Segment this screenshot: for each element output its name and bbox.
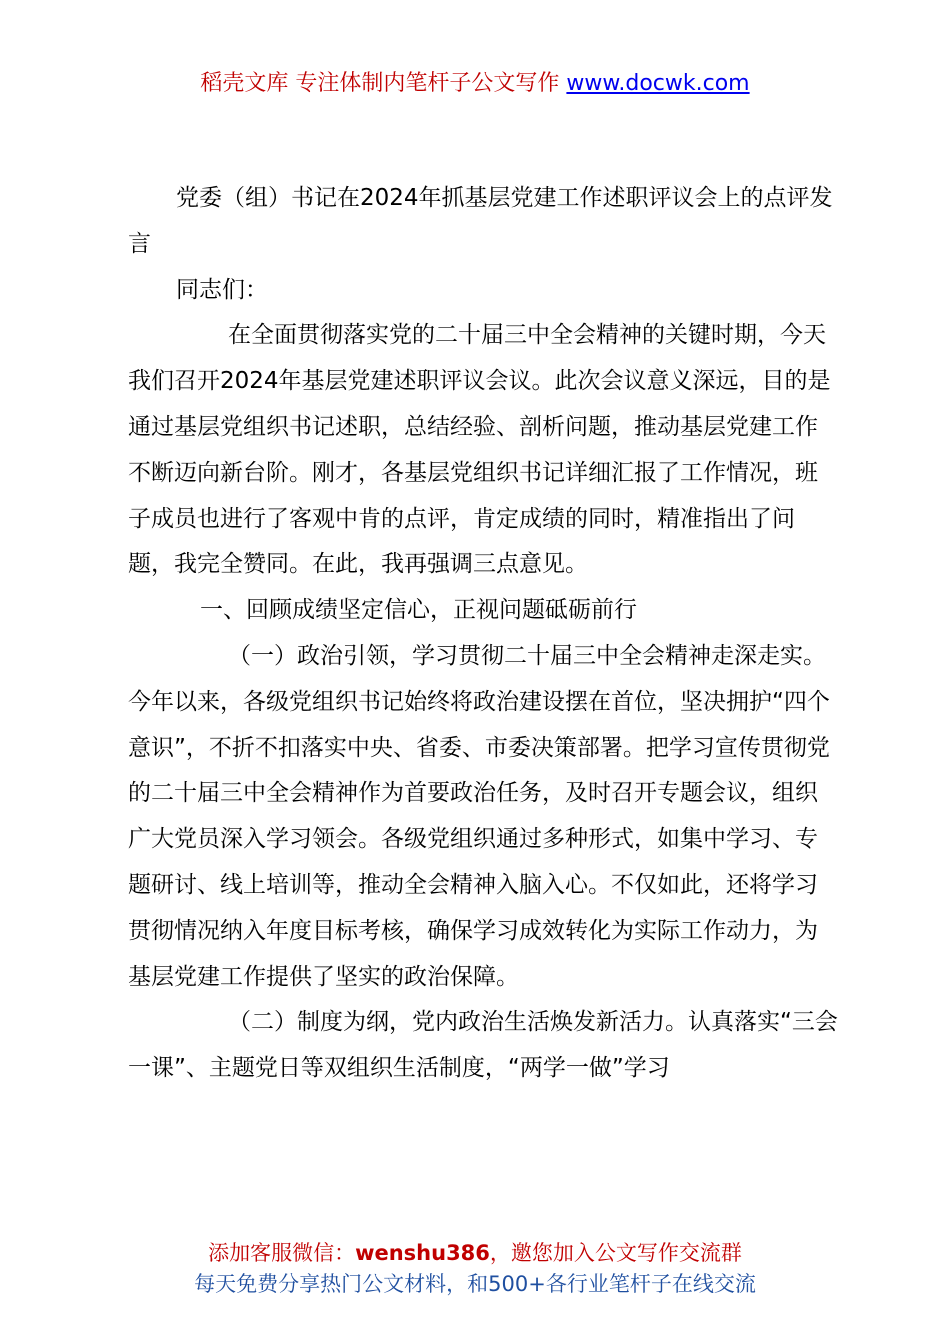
header-link[interactable]: www.docwk.com	[566, 71, 750, 96]
footer-line-1	[0, 1238, 950, 1269]
footer-suffix: ，邀您加入公文写作交流群	[489, 1241, 742, 1265]
wechat-id: wenshu386	[355, 1241, 490, 1265]
greeting: 同志们：	[176, 276, 268, 303]
document-title: 党委（组）书记在2024年抓基层党建工作述职评议会上的点评发言	[128, 185, 833, 257]
footer-banner	[0, 1238, 950, 1300]
footer-prefix: 添加客服微信：	[208, 1241, 356, 1265]
document-body	[128, 176, 840, 1092]
subsection-2: （二）制度为纲，党内政治生活焕发新活力。认真落实“三会一课”、主题党日等双组织生活制度，“两学一做”学习	[128, 1009, 838, 1082]
header-banner	[0, 68, 950, 100]
header-text: 稻壳文库 专注体制内笔杆子公文写作	[200, 71, 567, 96]
section-heading-1: 一、回顾成绩坚定信心，正视问题砥砺前行	[200, 597, 637, 624]
footer-line-2: 每天免费分享热门公文材料，和500+各行业笔杆子在线交流	[194, 1272, 756, 1296]
intro-paragraph: 在全面贯彻落实党的二十届三中全会精神的关键时期，今天我们召开2024年基层党建述职评议会议。此次会议意义深远，目的是通过基层党组织书记述职，总结经验、剖析问题，推动基层党建工作不断迈向新台阶。刚才，各基层党组织书记详细汇报了工作情况，班子成员也进行了客观中肯的点评，肯定成绩的同时，精准指出了问题，我完全赞同。在此，我再强调三点意见。	[128, 322, 831, 578]
subsection-1: （一）政治引领，学习贯彻二十届三中全会精神走深走实。今年以来，各级党组织书记始终将政治建设摆在首位，坚决拥护“四个意识”，不折不扣落实中央、省委、市委决策部署。把学习宣传贯彻党的二十届三中全会精神作为首要政治任务，及时召开专题会议，组织广大党员深入学习领会。各级党组织通过多种形式，如集中学习、专题研讨、线上培训等，推动全会精神入脑入心。不仅如此，还将学习贯彻情况纳入年度目标考核，确保学习成效转化为实际工作动力，为基层党建工作提供了坚实的政治保障。	[128, 642, 830, 990]
